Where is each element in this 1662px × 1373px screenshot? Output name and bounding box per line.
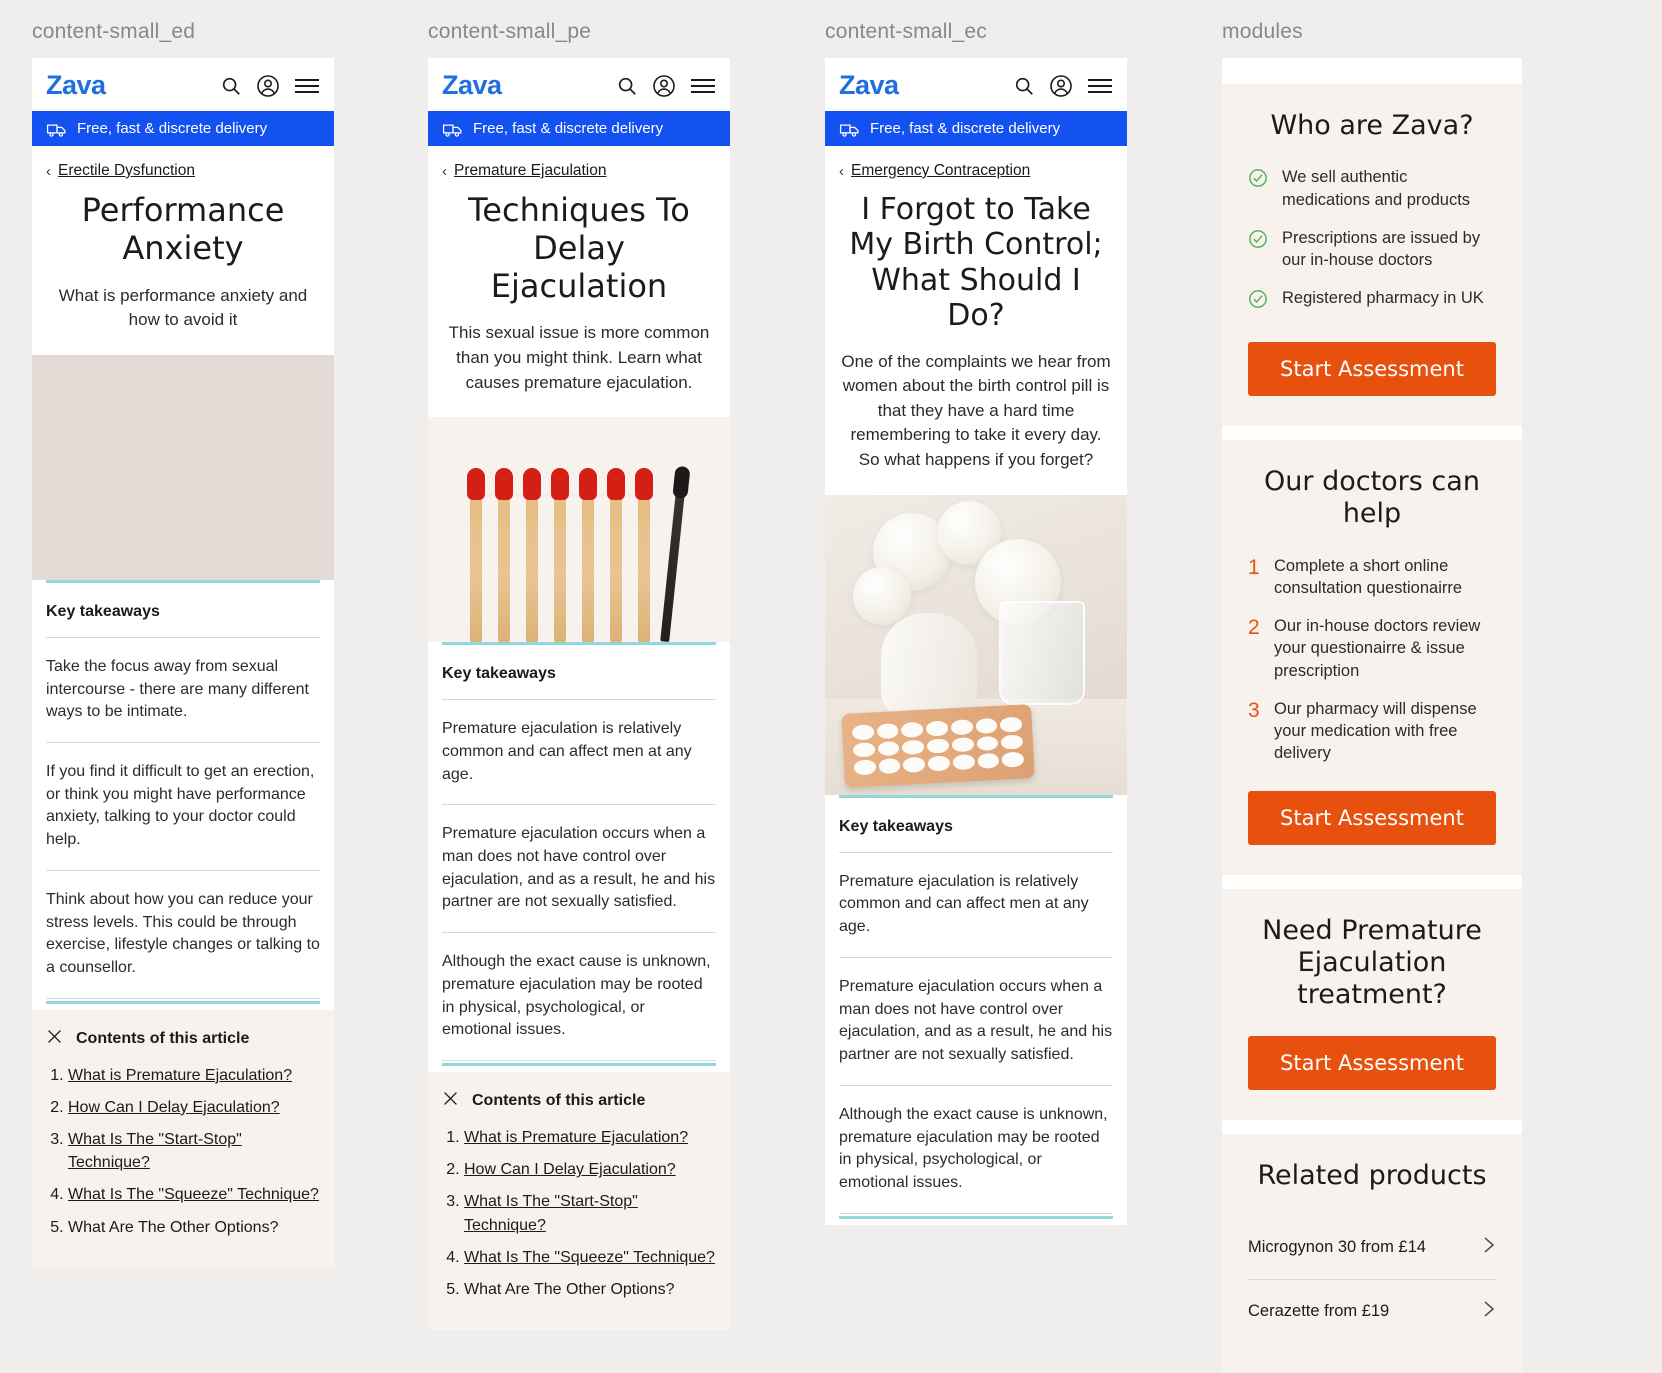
close-icon[interactable] xyxy=(442,1090,459,1112)
step-number: 1 xyxy=(1248,555,1260,579)
contents-link[interactable]: How Can I Delay Ejaculation? xyxy=(68,1098,280,1116)
zava-logo[interactable]: Zava xyxy=(442,70,502,100)
benefit-text: Prescriptions are issued by our in-house doctors xyxy=(1282,228,1481,270)
list-item xyxy=(68,1128,320,1174)
account-icon[interactable] xyxy=(256,74,280,98)
contents-link[interactable]: What Is The "Start-Stop" Technique? xyxy=(68,1131,242,1172)
column-label: modules xyxy=(1222,20,1303,43)
product-name: Cerazette from £19 xyxy=(1248,1302,1390,1321)
breadcrumb-link[interactable]: Erectile Dysfunction xyxy=(58,162,195,179)
key-takeaway-item: Think about how you can reduce your stress levels. This could be through exercise, lifestyle changes or talking to a counsellor. xyxy=(46,871,320,999)
search-icon[interactable] xyxy=(220,75,242,97)
key-takeaways-title: Key takeaways xyxy=(839,798,1113,853)
contents-list xyxy=(46,1064,320,1239)
delivery-truck-icon xyxy=(442,121,464,137)
chevron-left-icon: ‹ xyxy=(839,162,844,180)
breadcrumb-link[interactable]: Premature Ejaculation xyxy=(454,162,607,179)
chevron-left-icon: ‹ xyxy=(442,162,447,180)
account-icon[interactable] xyxy=(652,74,676,98)
related-product-row[interactable] xyxy=(1248,1280,1496,1343)
module-treatment-cta xyxy=(1222,889,1522,1120)
delivery-banner xyxy=(32,111,334,146)
list-item xyxy=(464,1278,716,1301)
start-assessment-button[interactable]: Start Assessment xyxy=(1248,342,1496,396)
key-takeaway-item: If you find it difficult to get an erection, or think you might have performance anxiety, talking to your doctor could help. xyxy=(46,743,320,871)
key-takeaway-item: Premature ejaculation occurs when a man does not have control over ejaculation, and as a result, he and his partner are not sexually satisfied. xyxy=(839,958,1113,1086)
search-icon[interactable] xyxy=(1013,75,1035,97)
zava-logo[interactable]: Zava xyxy=(46,70,106,100)
step-number: 2 xyxy=(1248,616,1260,640)
hamburger-icon[interactable] xyxy=(1087,76,1113,96)
step-text: Our in-house doctors review your questionairre & issue prescription xyxy=(1274,617,1481,680)
column-label: content-small_pe xyxy=(428,20,592,43)
page-title: Performance Anxiety xyxy=(81,191,285,267)
column-content-small-ed xyxy=(32,20,334,1268)
list-item xyxy=(464,1246,716,1269)
phone-frame-pe xyxy=(428,58,730,1330)
divider-teal-bottom xyxy=(839,1216,1113,1219)
key-takeaways-section xyxy=(825,795,1127,1225)
list-item xyxy=(464,1190,716,1236)
key-takeaway-item: Take the focus away from sexual intercourse - there are many different ways to be intimate. xyxy=(46,638,320,743)
hero-image-matches xyxy=(428,417,730,642)
start-assessment-button[interactable]: Start Assessment xyxy=(1248,1036,1496,1090)
contents-header xyxy=(46,1028,320,1050)
key-takeaways-title: Key takeaways xyxy=(46,583,320,638)
list-item xyxy=(1248,166,1496,211)
module-title: Our doctors can help xyxy=(1264,465,1480,530)
list-item xyxy=(68,1183,320,1206)
contents-section xyxy=(428,1072,730,1330)
column-label: content-small_ed xyxy=(32,20,196,43)
steps-list xyxy=(1248,555,1496,765)
start-assessment-button[interactable]: Start Assessment xyxy=(1248,791,1496,845)
list-item xyxy=(1248,555,1496,600)
key-takeaway-item: Premature ejaculation occurs when a man does not have control over ejaculation, and as a result, he and his partner are not sexually satisfied. xyxy=(442,805,716,933)
contents-link[interactable]: What Are The Other Options? xyxy=(68,1218,279,1236)
search-icon[interactable] xyxy=(616,75,638,97)
module-title: Who are Zava? xyxy=(1270,110,1474,141)
phone-frame-ec xyxy=(825,58,1127,1225)
step-number: 3 xyxy=(1248,698,1260,722)
chevron-right-icon xyxy=(1482,1299,1496,1324)
contents-link[interactable]: What Is The "Squeeze" Technique? xyxy=(464,1248,715,1266)
contents-title: Contents of this article xyxy=(472,1092,646,1110)
article-standfirst: This sexual issue is more common than you might think. Learn what causes premature ejaculation. xyxy=(448,323,710,392)
article-header xyxy=(32,192,334,355)
contents-link[interactable]: How Can I Delay Ejaculation? xyxy=(464,1161,676,1179)
breadcrumb xyxy=(825,146,1127,184)
page-title: I Forgot to Take My Birth Control; What Should I Do? xyxy=(849,192,1103,334)
chevron-right-icon xyxy=(1482,1235,1496,1260)
module-who-are-zava xyxy=(1222,84,1522,426)
phone-frame-ed xyxy=(32,58,334,1268)
header-icons xyxy=(1013,74,1113,98)
breadcrumb-link[interactable]: Emergency Contraception xyxy=(851,162,1031,179)
contents-link[interactable]: What Is The "Squeeze" Technique? xyxy=(68,1186,319,1204)
delivery-truck-icon xyxy=(46,121,68,137)
key-takeaway-item: Premature ejaculation is relatively common and can affect men at any age. xyxy=(839,853,1113,958)
zava-logo[interactable]: Zava xyxy=(839,70,899,100)
chevron-left-icon: ‹ xyxy=(46,162,51,180)
page-title: Techniques To Delay Ejaculation xyxy=(468,191,690,305)
site-header xyxy=(428,58,730,111)
step-text: Complete a short online consultation questionairre xyxy=(1274,556,1463,597)
breadcrumb xyxy=(32,146,334,184)
site-header xyxy=(32,58,334,111)
modules-frame xyxy=(1222,58,1522,1373)
key-takeaway-item: Although the exact cause is unknown, premature ejaculation may be rooted in physical, psychological, or emotional issues. xyxy=(442,933,716,1061)
list-item xyxy=(68,1216,320,1239)
list-item xyxy=(68,1096,320,1119)
module-title: Related products xyxy=(1257,1159,1487,1191)
article-standfirst: What is performance anxiety and how to avoid it xyxy=(58,285,308,330)
module-related-products xyxy=(1222,1134,1522,1373)
benefit-text: Registered pharmacy in UK xyxy=(1282,289,1484,308)
module-spacer xyxy=(1222,58,1522,84)
account-icon[interactable] xyxy=(1049,74,1073,98)
column-content-small-pe xyxy=(428,20,730,1330)
delivery-truck-icon xyxy=(839,121,861,137)
check-circle-icon xyxy=(1248,229,1268,255)
hamburger-icon[interactable] xyxy=(294,76,320,96)
contents-link[interactable]: What is Premature Ejaculation? xyxy=(68,1066,293,1084)
list-item xyxy=(1248,698,1496,765)
column-label: content-small_ec xyxy=(825,20,987,43)
contents-link[interactable]: What Are The Other Options? xyxy=(464,1281,675,1299)
delivery-text: Free, fast & discrete delivery xyxy=(473,120,664,137)
key-takeaway-item: Premature ejaculation is relatively common and can affect men at any age. xyxy=(442,700,716,805)
delivery-banner xyxy=(428,111,730,146)
hero-image-placeholder xyxy=(32,355,334,580)
close-icon[interactable] xyxy=(46,1028,63,1050)
delivery-text: Free, fast & discrete delivery xyxy=(77,120,268,137)
contents-list xyxy=(442,1126,716,1301)
site-header xyxy=(825,58,1127,111)
header-icons xyxy=(220,74,320,98)
check-circle-icon xyxy=(1248,168,1268,194)
list-item xyxy=(464,1158,716,1181)
hamburger-icon[interactable] xyxy=(690,76,716,96)
column-modules xyxy=(1222,20,1522,1373)
step-text: Our pharmacy will dispense your medication with free delivery xyxy=(1274,699,1477,763)
delivery-banner xyxy=(825,111,1127,146)
divider-teal-bottom xyxy=(46,1001,320,1004)
column-content-small-ec xyxy=(825,20,1127,1225)
article-standfirst: One of the complaints we hear from women about the birth control pill is that they have a hard time remembering to take it every day. So what happens if you forget? xyxy=(841,351,1111,470)
benefit-text: We sell authentic medications and products xyxy=(1282,168,1471,209)
list-item xyxy=(464,1126,716,1149)
key-takeaways-section xyxy=(32,580,334,1010)
key-takeaways-title: Key takeaways xyxy=(442,645,716,700)
module-our-doctors xyxy=(1222,440,1522,875)
article-header xyxy=(428,192,730,417)
product-name: Microgynon 30 from £14 xyxy=(1248,1238,1426,1257)
article-header xyxy=(825,192,1127,495)
breadcrumb xyxy=(428,146,730,184)
contents-title: Contents of this article xyxy=(76,1029,250,1047)
contents-link[interactable]: What Is The "Start-Stop" Technique? xyxy=(464,1193,638,1234)
hero-image-contraceptive-pills xyxy=(825,495,1127,795)
check-circle-icon xyxy=(1248,289,1268,315)
key-takeaway-item: Although the exact cause is unknown, premature ejaculation may be rooted in physical, psychological, or emotional issues. xyxy=(839,1086,1113,1214)
benefits-list xyxy=(1248,166,1496,315)
related-product-row[interactable] xyxy=(1248,1216,1496,1280)
key-takeaways-section xyxy=(428,642,730,1072)
contents-link[interactable]: What is Premature Ejaculation? xyxy=(464,1129,689,1147)
delivery-text: Free, fast & discrete delivery xyxy=(870,120,1061,137)
module-title: Need Premature Ejaculation treatment? xyxy=(1262,914,1482,1011)
list-item xyxy=(68,1064,320,1087)
list-item xyxy=(1248,615,1496,682)
header-icons xyxy=(616,74,716,98)
divider-teal-bottom xyxy=(442,1063,716,1066)
list-item xyxy=(1248,287,1496,315)
contents-section xyxy=(32,1010,334,1268)
list-item xyxy=(1248,227,1496,272)
contents-header xyxy=(442,1090,716,1112)
